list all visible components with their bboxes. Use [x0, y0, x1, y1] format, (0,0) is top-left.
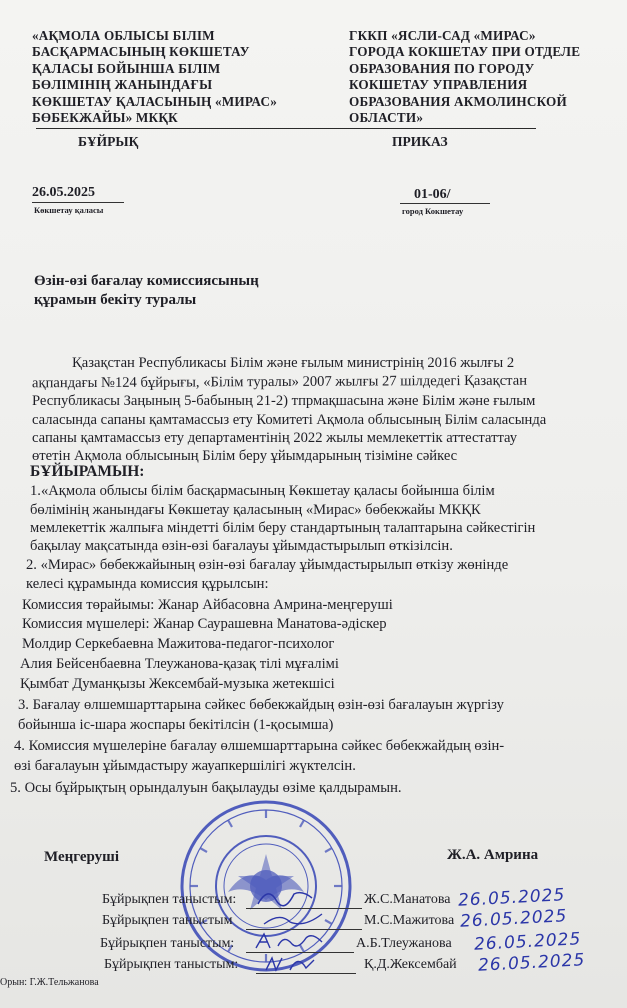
- item-line: 2. «Мирас» бөбекжайының өзін-өзі бағалау ұйымдастырылып өткізу жөнінде: [26, 557, 509, 573]
- number-underline: [400, 203, 490, 204]
- header-right-line: ГККП «ЯСЛИ-САД «МИРАС»: [349, 28, 536, 43]
- header-left-line: КӨКШЕТАУ ҚАЛАСЫНЫҢ «МИРАС»: [32, 93, 277, 109]
- header-right-line: ОБЛАСТИ»: [349, 110, 424, 126]
- item-line: бақылау мақсатында өзін-өзі бағалауы ұйымдастырылып өткізілсін.: [30, 538, 453, 554]
- acquaintance-label: Бұйрықпен таныстым:: [102, 892, 237, 907]
- handwritten-date: 26.05.2025: [459, 906, 568, 932]
- item-line: 5. Осы бұйрықтың орындалуын бақылауды өзіме қалдырамын.: [10, 780, 402, 796]
- acquaintance-label: Бұйрықпен таныстым:: [100, 936, 235, 951]
- preamble-line: саласында сапаны қамтамассыз ету Комитеті Ақмола облысының Білім саласында: [32, 412, 547, 428]
- document-title: [34, 272, 259, 310]
- signature-3-icon: [252, 930, 332, 954]
- order-label-ru: ПРИКАЗ: [392, 134, 448, 149]
- city-ru: город Кокшетау: [402, 206, 464, 216]
- decree-heading: БҰЙЫРАМЫН:: [30, 463, 145, 480]
- header-left-line: БӨБЕКЖАЙЫ» МКҚК: [32, 110, 178, 126]
- item-line: 3. Бағалау өлшемшарттарына сәйкес бөбекжайдың өзін-өзі бағалауын жүргізу: [18, 697, 504, 713]
- title-line: Өзін-өзі бағалау комиссиясының: [34, 273, 259, 289]
- item-line: өзі бағалауын ұйымдастыру жауапкершілігі жүктелсін.: [14, 758, 356, 774]
- item-line: бойынша іс-шара жоспары бекітілсін (1-қосымша): [18, 717, 334, 733]
- handwritten-date: 26.05.2025: [473, 929, 582, 955]
- header-divider: [36, 128, 536, 129]
- acquaintance-label: Бұйрықпен таныстым: [102, 913, 233, 928]
- header-right-line: КОКШЕТАУ УПРАВЛЕНИЯ: [349, 77, 528, 93]
- acquaintance-name: А.Б.Тлеужанова: [356, 936, 452, 951]
- item-line: мемлекеттік жалпыға міндетті білім беру стандартының талаптарына сәйкестігін: [30, 520, 536, 536]
- executor-note: Орын: Г.Ж.Тельжанова: [0, 977, 99, 988]
- item-line: Молдир Серкебаевна Мажитова-педагог-психолог: [22, 636, 335, 652]
- city-kz: Көкшетау қаласы: [34, 205, 104, 215]
- preamble-line: өтетін Ақмола облысының Білім беру ұйымдарының тізіміне сәйкес: [32, 448, 458, 464]
- header-left-line: «АҚМОЛА ОБЛЫСЫ БІЛІМ: [32, 28, 215, 43]
- order-number: 01-06/: [414, 187, 451, 202]
- item-line: бөлімінің жанындағы Көкшетау қаласының «Мирас» бөбекжайы МКҚК: [30, 502, 481, 518]
- header-left-line: ҚАЛАСЫ БОЙЫНША БІЛІМ: [32, 60, 221, 76]
- item-line: 1.«Ақмола облысы білім басқармасының Көкшетау қаласы бойынша білім: [30, 483, 495, 499]
- signature-4-icon: [262, 952, 326, 976]
- acquaintance-name: М.С.Мажитова: [364, 913, 455, 928]
- preamble-line: Республикасы Заңының 5-бабының 21-2) тпрмақшасына және Білім және ғылым: [32, 393, 536, 409]
- head-title: Меңгеруші: [44, 849, 120, 865]
- order-date: 26.05.2025: [32, 185, 95, 200]
- item-line: Алия Бейсенбаевна Тлеужанова-қазақ тілі мұғалімі: [20, 656, 339, 672]
- head-name: Ж.А. Амрина: [447, 847, 539, 863]
- item-line: Қымбат Думанқызы Жексембай-музыка жетекшісі: [20, 676, 335, 692]
- title-line: құрамын бекіту туралы: [34, 292, 197, 308]
- acquaintance-label: Бұйрықпен таныстым:: [104, 957, 239, 972]
- header-right: [349, 28, 580, 126]
- signature-2-icon: [260, 908, 330, 930]
- item-line: Комиссия мүшелері: Жанар Саурашевна Манатова-әдіскер: [22, 616, 387, 632]
- item-line: келесі құрамында комиссия құрылсын:: [26, 576, 269, 592]
- header-left-line: БАСҚАРМАСЫНЫҢ КӨКШЕТАУ: [32, 44, 250, 60]
- date-underline: [32, 202, 124, 203]
- acquaintance-name: Қ.Д.Жексембай: [364, 957, 457, 972]
- header-right-line: ОБРАЗОВАНИЯ АКМОЛИНСКОЙ: [349, 93, 567, 109]
- header-left-line: БӨЛІМІНІҢ ЖАНЫНДАҒЫ: [32, 77, 213, 93]
- header-left: [32, 28, 277, 126]
- item-line: Комиссия төрайымы: Жанар Айбасовна Амрина-меңгеруші: [22, 597, 393, 613]
- preamble-line: ақпандағы №124 бұйрығы, «Білім туралы» 2007 жылғы 27 шілдедегі Қазақстан: [31, 372, 528, 392]
- handwritten-date: 26.05.2025: [457, 885, 566, 911]
- preamble-line: сапаны қамтамассыз ету департаментінің 2022 жылы мемлекеттік аттестаттау: [32, 430, 518, 446]
- preamble-line: Қазақстан Республикасы Білім және ғылым министрінің 2016 жылғы 2: [72, 355, 515, 371]
- handwritten-date: 26.05.2025: [477, 950, 586, 976]
- header-right-line: ГОРОДА КОКШЕТАУ ПРИ ОТДЕЛЕ: [349, 44, 581, 60]
- item-line: 4. Комиссия мүшелеріне бағалау өлшемшарттарына сәйкес бөбекжайдың өзін-: [14, 738, 505, 754]
- order-label-kz: БҰЙРЫҚ: [78, 134, 139, 149]
- acquaintance-name: Ж.С.Манатова: [364, 892, 451, 907]
- header-right-line: ОБРАЗОВАНИЯ ПО ГОРОДУ: [349, 60, 535, 76]
- signature-1-icon: [254, 884, 324, 910]
